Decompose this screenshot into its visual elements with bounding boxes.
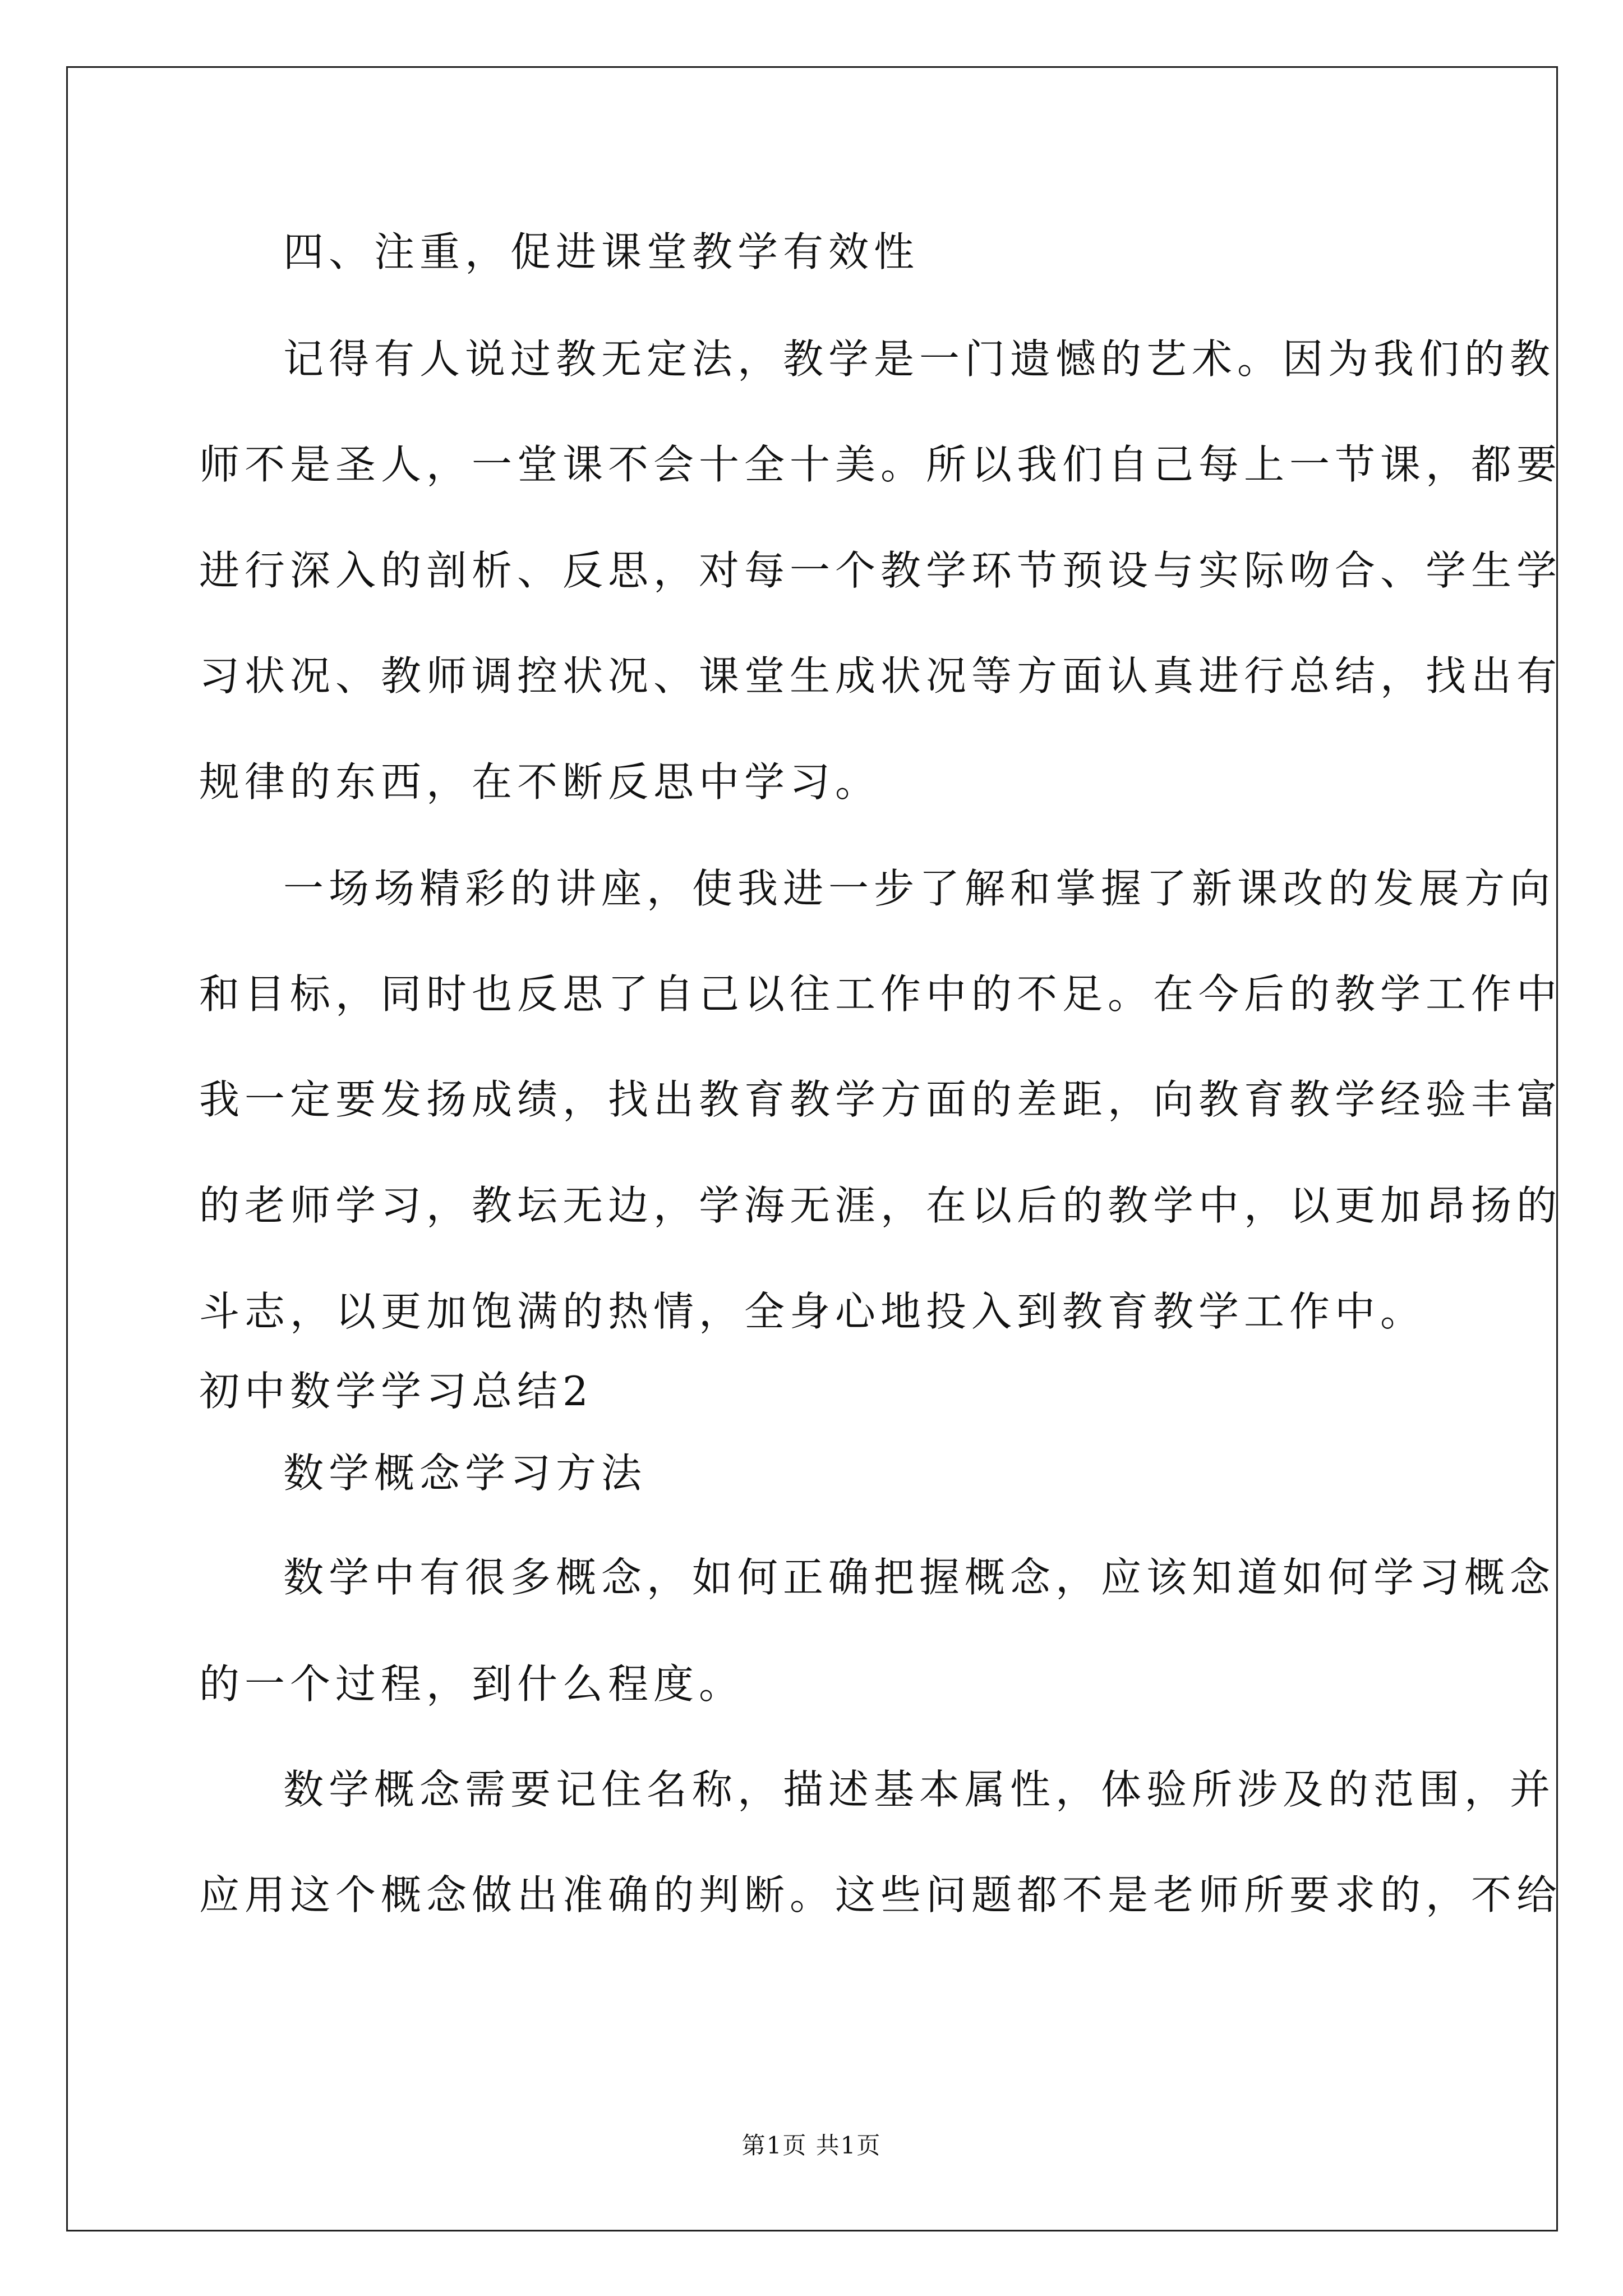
paragraph-line: 进行深入的剖析、反思，对每一个教学环节预设与实际吻合、学生学 [199,547,1562,594]
article-title: 初中数学学习总结2 [199,1368,593,1415]
paragraph-line: 和目标，同时也反思了自己以往工作中的不足。在今后的教学工作中 [199,970,1562,1018]
section-heading: 数学概念学习方法 [283,1450,647,1497]
paragraph-line: 应用这个概念做出准确的判断。这些问题都不是老师所要求的，不给 [199,1871,1562,1918]
paragraph-line: 习状况、教师调控状况、课堂生成状况等方面认真进行总结，找出有 [199,652,1562,700]
paragraph-line: 记得有人说过教无定法，教学是一门遗憾的艺术。因为我们的教 [283,335,1556,383]
paragraph-line: 数学概念需要记住名称，描述基本属性，体验所涉及的范围，并 [283,1766,1556,1813]
paragraph-line: 的一个过程，到什么程度。 [199,1660,745,1708]
paragraph-line: 一场场精彩的讲座，使我进一步了解和掌握了新课改的发展方向 [283,865,1556,912]
paragraph-line: 我一定要发扬成绩，找出教育教学方面的差距，向教育教学经验丰富 [199,1076,1562,1123]
page-footer: 第1页 共1页 [741,2132,882,2159]
paragraph-line: 师不是圣人，一堂课不会十全十美。所以我们自己每上一节课，都要 [199,441,1562,488]
paragraph-line: 斗志，以更加饱满的热情，全身心地投入到教育教学工作中。 [199,1288,1426,1335]
paragraph-line: 的老师学习，教坛无边，学海无涯，在以后的教学中，以更加昂扬的 [199,1182,1562,1229]
paragraph-line: 规律的东西，在不断反思中学习。 [199,758,881,806]
section-heading: 四、注重，促进课堂教学有效性 [283,228,920,275]
paragraph-line: 数学中有很多概念，如何正确把握概念，应该知道如何学习概念 [283,1554,1556,1601]
